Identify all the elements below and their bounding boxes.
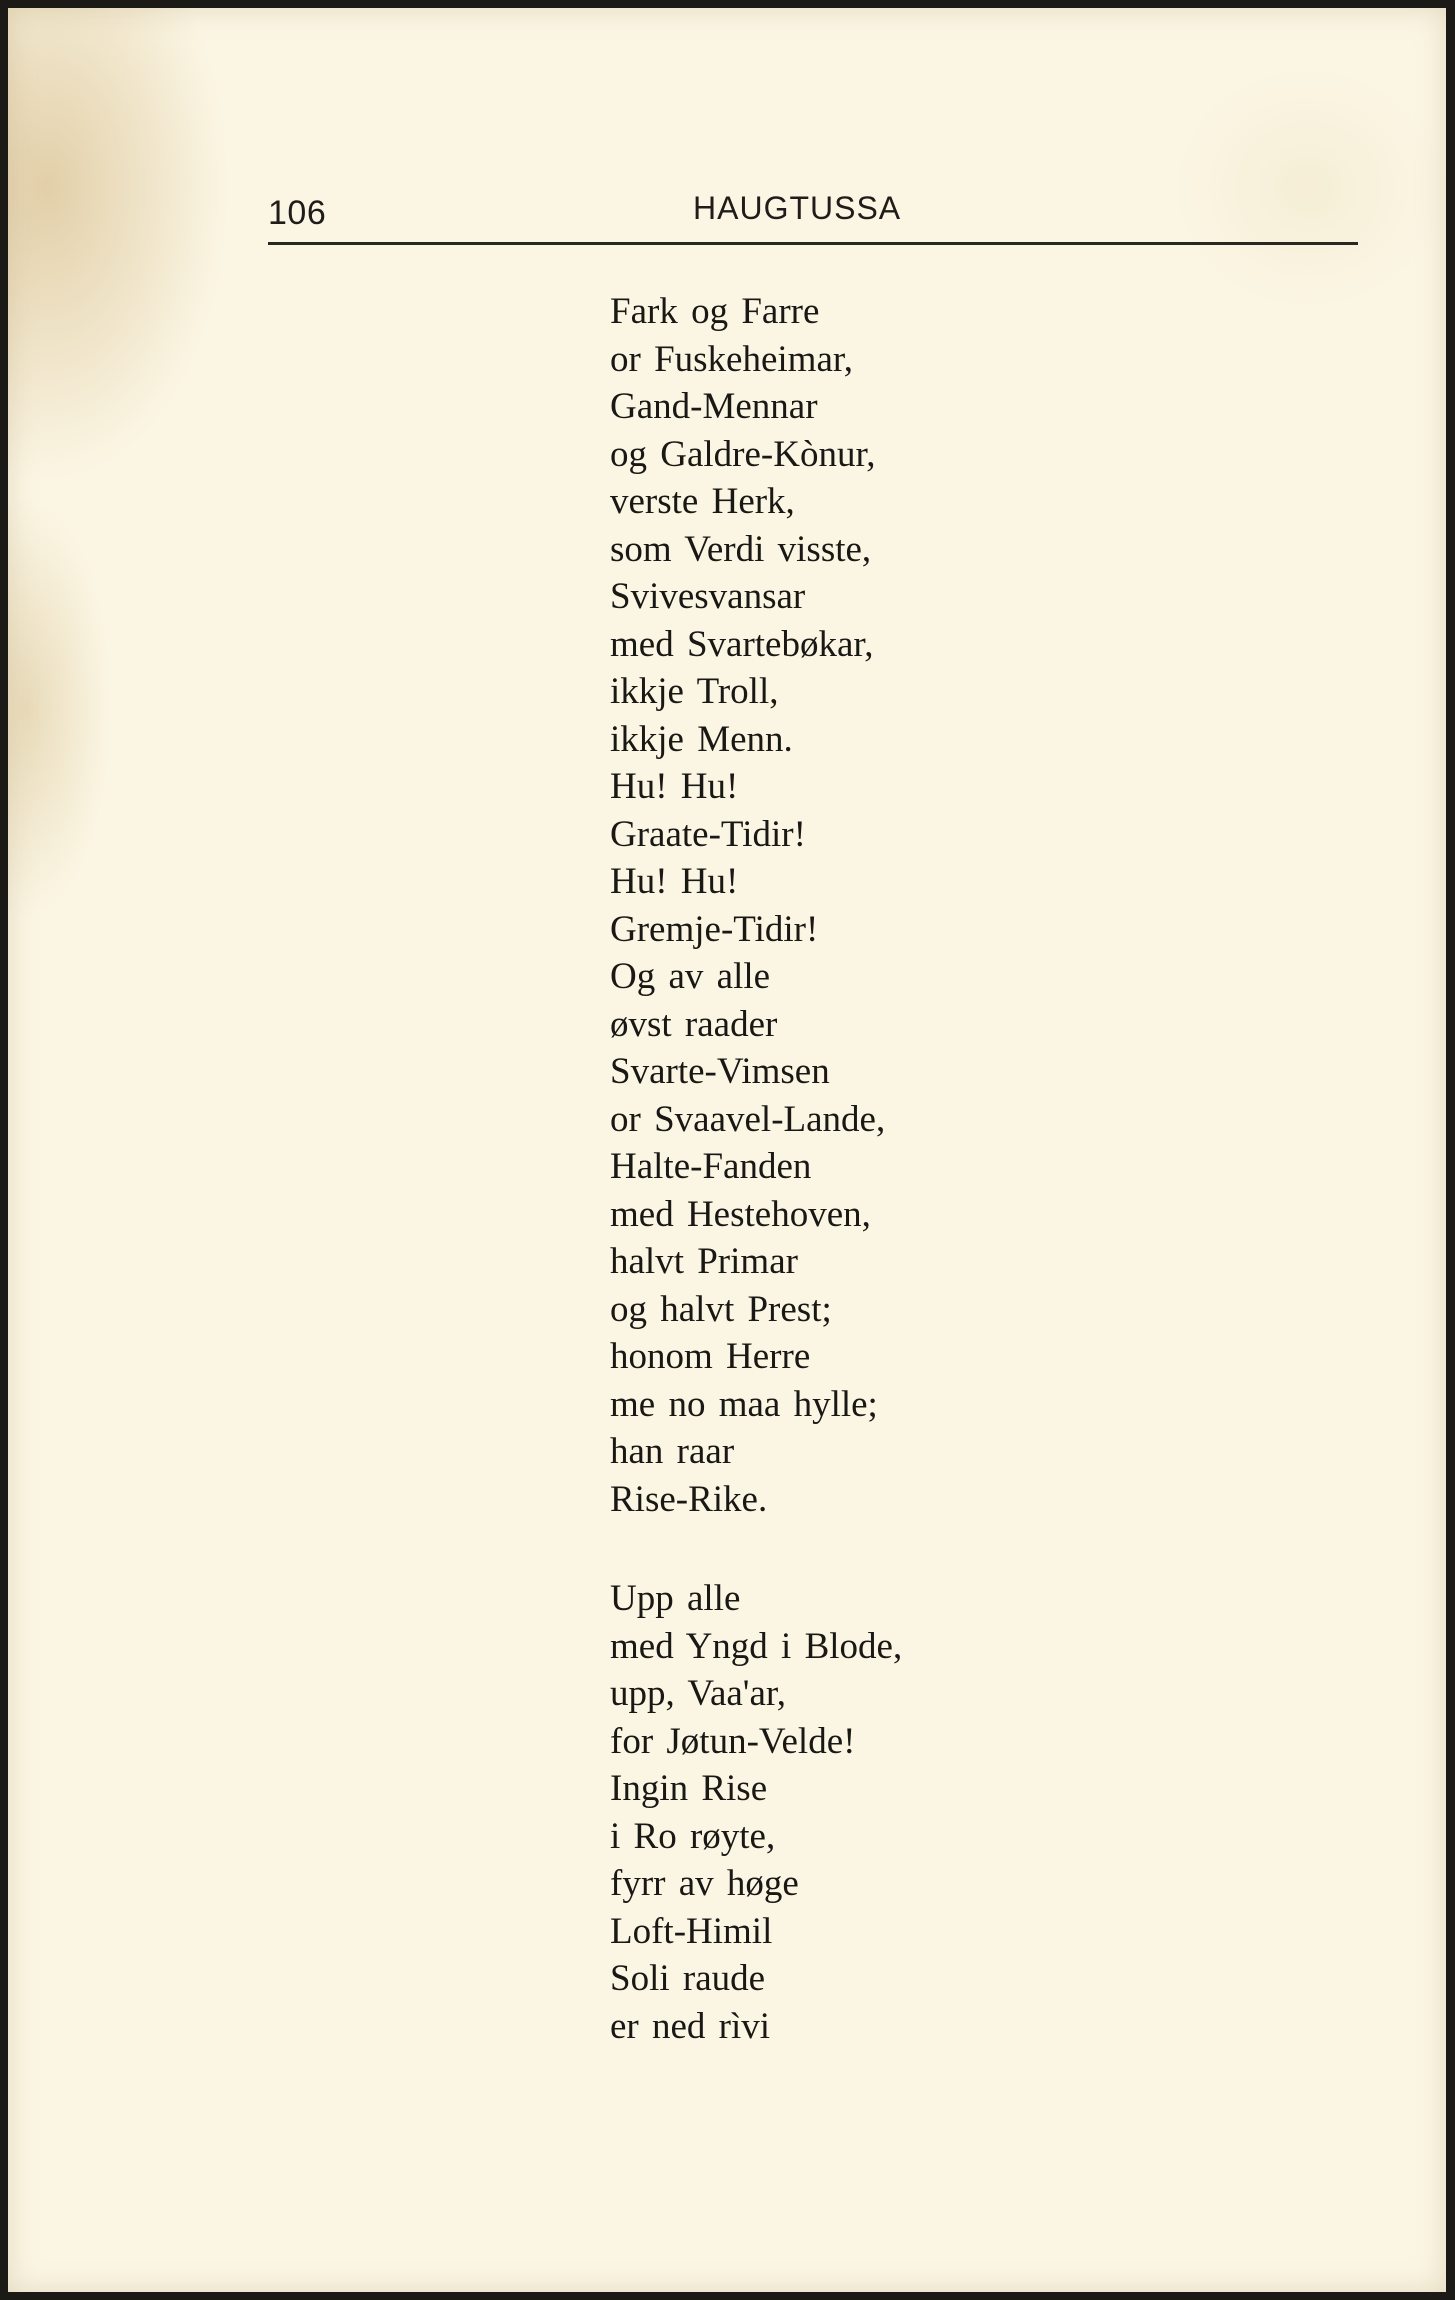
poem-line: i Ro røyte, xyxy=(610,1815,776,1857)
poem-line: Svarte-Vimsen xyxy=(610,1051,830,1092)
poem-line: øvst raader xyxy=(610,1003,778,1045)
page-header xyxy=(268,186,1358,245)
poem-line: med Svartebøkar, xyxy=(610,623,874,665)
poem-line: upp, Vaa'ar, xyxy=(610,1673,786,1714)
poem-line: or Svaavel-Lande, xyxy=(610,1098,886,1140)
running-title: HAUGTUSSA xyxy=(693,190,902,226)
poem-line: halvt Primar xyxy=(610,1241,798,1282)
poem-line: verste Herk, xyxy=(610,481,795,522)
poem-line: Ingin Rise xyxy=(610,1768,768,1809)
poem-line: Graate-Tidir! xyxy=(610,813,806,855)
poem-line: ikkje Troll, xyxy=(610,671,779,712)
poem-line: og Galdre-Kònur, xyxy=(610,433,876,475)
poem-line: Og av alle xyxy=(610,956,771,997)
poem-line: Halte-Fanden xyxy=(610,1146,812,1187)
poem-line: med Yngd i Blode, xyxy=(610,1625,903,1667)
stanza-1 xyxy=(610,288,1130,1523)
stanza-2 xyxy=(610,1575,1130,2050)
poem-line: honom Herre xyxy=(610,1336,811,1377)
poem-line: og halvt Prest; xyxy=(610,1288,832,1330)
poem-line: Loft-Himil xyxy=(610,1910,773,1952)
poem-line: med Hestehoven, xyxy=(610,1193,871,1235)
poem-line: han raar xyxy=(610,1431,735,1472)
page-number: 106 xyxy=(268,194,327,232)
poem-line: Svivesvansar xyxy=(610,576,806,617)
poem-line: Upp alle xyxy=(610,1578,741,1619)
poem-line: for Jøtun-Velde! xyxy=(610,1720,856,1762)
poem-line: Fark og Farre xyxy=(610,291,820,332)
poem-line: som Verdi visste, xyxy=(610,528,872,570)
poem-line: Rise-Rike. xyxy=(610,1478,768,1520)
poem-line: Gand-Mennar xyxy=(610,386,818,427)
poem-line: ikkje Menn. xyxy=(610,718,793,760)
poem-line: fyrr av høge xyxy=(610,1863,799,1904)
book-page xyxy=(8,8,1446,2292)
poem-line: Gremje-Tidir! xyxy=(610,908,819,950)
poem-text xyxy=(610,288,1130,2050)
poem-line: er ned rìvi xyxy=(610,2005,771,2047)
poem-line: Hu! Hu! xyxy=(610,766,739,807)
stanza-gap xyxy=(610,1523,1130,1575)
poem-line: or Fuskeheimar, xyxy=(610,338,853,380)
poem-line: me no maa hylle; xyxy=(610,1383,878,1425)
poem-line: Soli raude xyxy=(610,1958,766,1999)
poem-line: Hu! Hu! xyxy=(610,861,739,902)
